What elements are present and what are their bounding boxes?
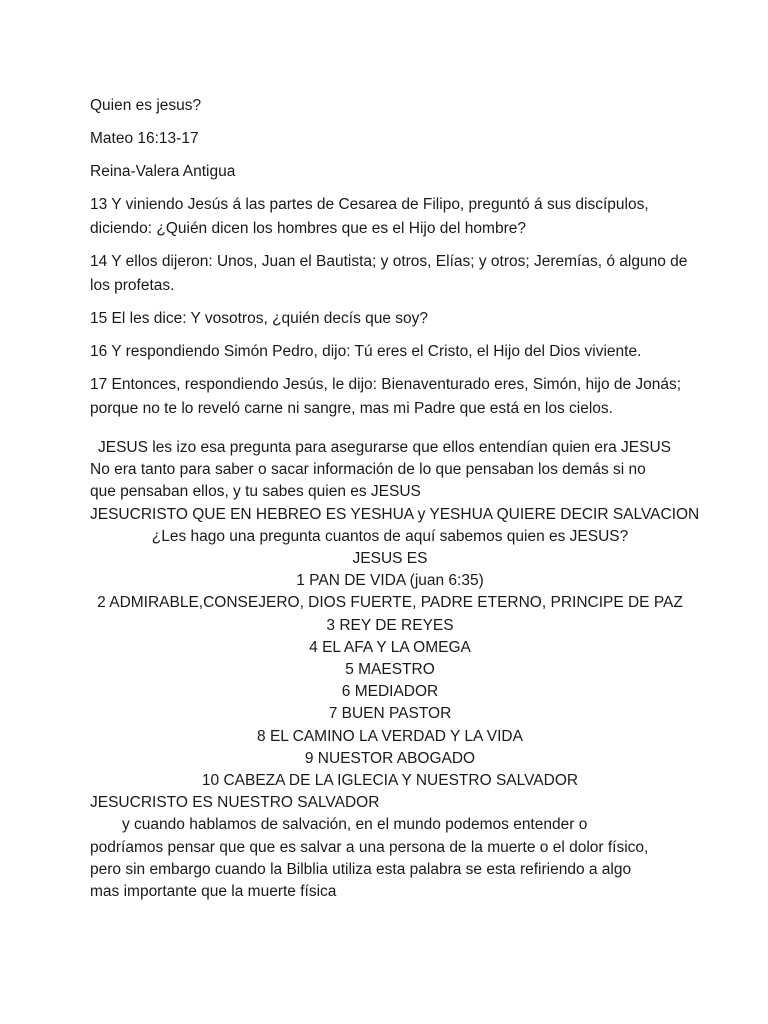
verse-17: 17 Entonces, respondiendo Jesús, le dijo: Bienaventurado eres, Simón, hijo de Jonás; porque no te lo reveló carne ni sangre, mas mi Padre que está en los cielos. xyxy=(90,376,682,417)
list-item: 2 ADMIRABLE,CONSEJERO, DIOS FUERTE, PADRE ETERNO, PRINCIPE DE PAZ xyxy=(97,594,683,612)
closing-line: pero sin embargo cuando la Bilblia utiliza esta palabra se esta refiriendo a algo xyxy=(90,860,632,878)
verse-14: 14 Y ellos dijeron: Unos, Juan el Bautista; y otros, Elías; y otros; Jeremías, ó alguno de los profetas. xyxy=(90,253,688,294)
list-item: 7 BUEN PASTOR xyxy=(328,705,452,723)
bible-version: Reina-Valera Antigua xyxy=(90,163,236,180)
list-item: 3 REY DE REYES xyxy=(326,616,454,634)
list-title: JESUS ES xyxy=(352,550,428,568)
commentary-line: No era tanto para saber o sacar información de lo que pensaban los demás si no xyxy=(90,461,646,479)
commentary-line: JESUCRISTO QUE EN HEBREO ES YESHUA y YESHUA QUIERE DECIR SALVACION xyxy=(90,505,700,523)
list-item: 5 MAESTRO xyxy=(345,661,435,679)
list-item: 8 EL CAMINO LA VERDAD Y LA VIDA xyxy=(257,727,523,745)
closing-line: y cuando hablamos de salvación, en el mundo podemos entender o xyxy=(122,816,588,834)
document-page xyxy=(90,94,700,903)
list-item: 4 EL AFA Y LA OMEGA xyxy=(309,638,471,656)
list-item: 9 NUESTOR ABOGADO xyxy=(304,749,476,767)
commentary-line: que pensaban ellos, y tu sabes quien es JESUS xyxy=(90,483,421,501)
closing-heading: JESUCRISTO ES NUESTRO SALVADOR xyxy=(90,794,380,812)
closing-line: mas importante que la muerte física xyxy=(90,883,337,901)
question-line: ¿Les hago una pregunta cuantos de aquí sabemos quien es JESUS? xyxy=(151,527,629,545)
closing-line: podríamos pensar que que es salvar a una persona de la muerte o el dolor físico, xyxy=(90,838,649,856)
verse-15: 15 El les dice: Y vosotros, ¿quién decís que soy? xyxy=(90,310,429,327)
list-item: 6 MEDIADOR xyxy=(341,683,439,701)
list-item: 1 PAN DE VIDA (juan 6:35) xyxy=(296,572,484,590)
list-item: 10 CABEZA DE LA IGLECIA Y NUESTRO SALVADOR xyxy=(201,772,579,790)
document-heading: Quien es jesus? xyxy=(90,97,202,114)
verse-16: 16 Y respondiendo Simón Pedro, dijo: Tú eres el Cristo, el Hijo del Dios viviente. xyxy=(90,343,642,360)
verse-13: 13 Y viniendo Jesús á las partes de Cesarea de Filipo, preguntó á sus discípulos, diciendo: ¿Quién dicen los hombres que es el Hijo del hombre? xyxy=(90,196,649,237)
commentary-block xyxy=(90,437,700,903)
scripture-reference: Mateo 16:13-17 xyxy=(90,130,199,147)
commentary-line: JESUS les izo esa pregunta para asegurarse que ellos entendían quien era JESUS xyxy=(98,439,671,456)
